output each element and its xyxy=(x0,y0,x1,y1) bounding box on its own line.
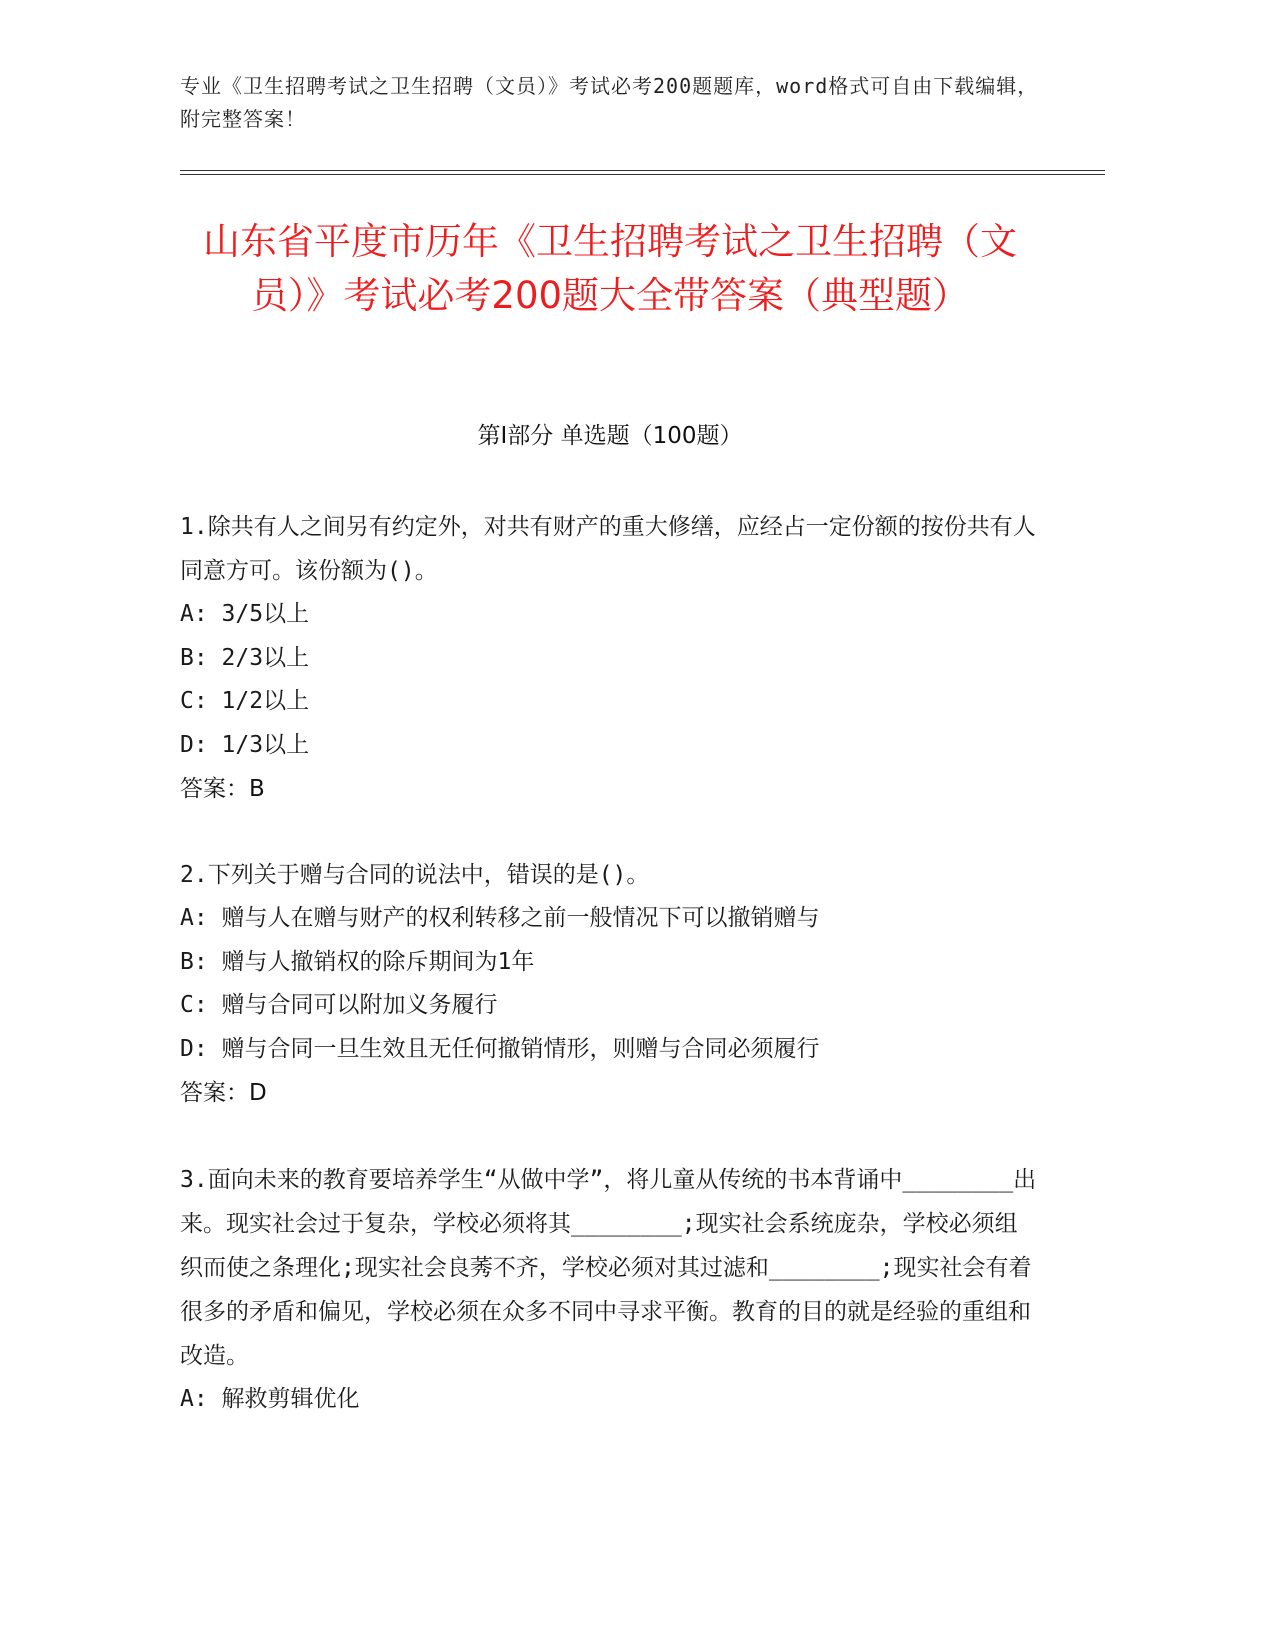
question-block xyxy=(180,505,1040,811)
header-divider xyxy=(180,170,1105,176)
option-a: A: 3/5以上 xyxy=(180,601,310,627)
answer-text: 答案：B xyxy=(180,776,265,802)
option-a: A: 赠与人在赠与财产的权利转移之前一般情况下可以撤销赠与 xyxy=(180,905,820,931)
header-note: 专业《卫生招聘考试之卫生招聘（文员）》考试必考200题题库，word格式可自由下载编辑，附完整答案！ xyxy=(180,74,1039,131)
option-c: C: 赠与合同可以附加义务履行 xyxy=(180,992,498,1018)
question-stem: 3.面向未来的教育要培养学生“从做中学”，将儿童从传统的书本背诵中________出来。现实社会过于复杂，学校必须将其________;现实社会系统庞杂，学校必须组织而使之条理化;现实社会良莠不齐，学校必须对其过滤和________;现实社会有着很多的矛盾和偏见，学校必须在众多不同中寻求平衡。教育的目的就是经验的重组和改造。 xyxy=(180,1167,1037,1369)
option-d: D: 1/3以上 xyxy=(180,731,310,758)
option-d: D: 赠与合同一旦生效且无任何撤销情形，则赠与合同必须履行 xyxy=(180,1035,820,1062)
question-block xyxy=(180,1158,1040,1422)
question-stem: 2.下列关于赠与合同的说法中，错误的是()。 xyxy=(180,862,650,888)
option-c: C: 1/2以上 xyxy=(180,688,310,714)
divider-line-top xyxy=(180,170,1105,171)
option-b: B: 2/3以上 xyxy=(180,644,310,671)
section-heading: 第I部分 单选题（100题） xyxy=(477,423,743,449)
divider-line-bottom xyxy=(180,174,1105,175)
option-a: A: 解救剪辑优化 xyxy=(180,1386,360,1412)
question-stem: 1.除共有人之间另有约定外，对共有财产的重大修缮，应经占一定份额的按份共有人同意方可。该份额为()。 xyxy=(180,514,1036,584)
document-title: 山东省平度市历年《卫生招聘考试之卫生招聘（文员）》考试必考200题大全带答案（典型题） xyxy=(203,220,1017,317)
answer-text: 答案：D xyxy=(180,1080,267,1106)
option-b: B: 赠与人撤销权的除斥期间为1年 xyxy=(180,948,535,975)
question-block xyxy=(180,853,1040,1115)
